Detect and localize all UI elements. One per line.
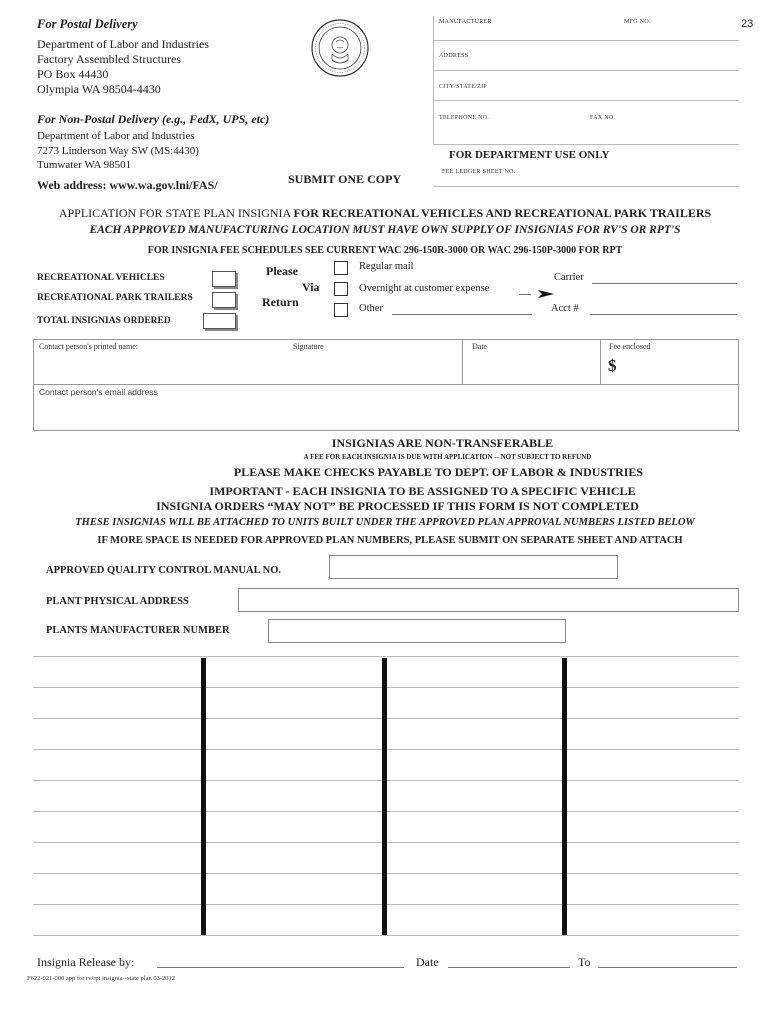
manufacturer-label: MANUFACTURER: [439, 19, 492, 25]
total-quantity-field[interactable]: [203, 313, 236, 329]
nonpostal-line: Tumwater WA 98501: [37, 159, 132, 171]
telephone-label: TELEPHONE NO.: [439, 115, 490, 121]
postal-line: Factory Assembled Structures: [37, 52, 181, 66]
more-space-notice: IF MORE SPACE IS NEEDED FOR APPROVED PLAN NUMBERS, PLEASE SUBMIT ON SEPARATE SHEET AND ATTACH: [97, 535, 683, 546]
dollar-sign: $: [608, 356, 617, 375]
fee-enclosed-field[interactable]: [625, 354, 737, 382]
physical-address-label: PLANT PHYSICAL ADDRESS: [46, 596, 189, 607]
printed-name-label: Contact person's printed name:: [39, 342, 138, 351]
qc-manual-label: APPROVED QUALITY CONTROL MANUAL NO.: [46, 565, 281, 576]
city-state-zip-field[interactable]: [434, 90, 738, 108]
web-address: Web address: www.wa.gov.lni/FAS/: [37, 178, 218, 192]
supply-notice: EACH APPROVED MANUFACTURING LOCATION MUST HAVE OWN SUPPLY OF INSIGNIAS FOR RV'S OR RPT'S: [89, 224, 681, 236]
acct-field[interactable]: [590, 314, 737, 315]
release-to-label: To: [578, 955, 591, 969]
arrow-right-icon: [538, 286, 554, 304]
fee-ledger-label: FEE LEDGER SHEET NO.: [442, 169, 516, 175]
email-label: Contact person's email address: [39, 387, 158, 397]
release-date-field[interactable]: [448, 967, 570, 968]
carrier-field[interactable]: [592, 283, 737, 284]
address-label: ADDRESS: [439, 53, 469, 59]
state-seal: [310, 18, 370, 78]
form-title-bold: FOR RECREATIONAL VEHICLES AND RECREATIONAL PARK TRAILERS: [293, 206, 712, 220]
release-date-label: Date: [416, 955, 439, 969]
form-id: F622-021-000 app for rv/rpt insignia--state plan 03-2012: [27, 975, 176, 982]
fee-enclosed-label: Fee enclosed: [609, 342, 651, 351]
regular-mail-label: Regular mail: [359, 261, 414, 272]
fee-schedule-notice: FOR INSIGNIA FEE SCHEDULES SEE CURRENT WAC 296-150R-3000 OR WAC 296-150P-3000 FOR RPT: [147, 245, 623, 256]
postal-line: PO Box 44430: [37, 67, 109, 81]
acct-label: Acct #: [551, 303, 579, 314]
postal-line: Department of Labor and Industries: [37, 37, 209, 51]
overnight-label: Overnight at customer expense: [359, 283, 490, 294]
signature-field[interactable]: [290, 352, 460, 382]
fee-due-notice: A FEE FOR EACH INSIGNIA IS DUE WITH APPLICATION -- NOT SUBJECT TO REFUND: [303, 453, 592, 461]
overnight-checkbox[interactable]: [334, 282, 348, 296]
grid-divider: [562, 658, 567, 935]
rv-quantity-field[interactable]: [212, 271, 236, 287]
date-label: Date: [472, 342, 488, 351]
submit-copy: SUBMIT ONE COPY: [288, 172, 402, 186]
mfg-no-label: MFG NO.: [624, 19, 651, 25]
form-title-plain: APPLICATION FOR STATE PLAN INSIGNIA: [58, 206, 294, 220]
fax-label: FAX NO.: [590, 115, 616, 121]
postal-heading: For Postal Delivery: [37, 17, 138, 31]
mfr-number-field[interactable]: [268, 619, 566, 643]
mfr-number-label: PLANTS MANUFACTURER NUMBER: [46, 625, 230, 636]
nonpostal-line: 7273 Linderson Way SW (MS:4430): [37, 144, 199, 157]
non-transferable-notice: INSIGNIAS ARE NON-TRANSFERABLE: [331, 436, 554, 450]
release-field[interactable]: [157, 967, 404, 968]
regular-mail-checkbox[interactable]: [334, 261, 348, 275]
please-label: Please: [266, 264, 298, 278]
important-notice-1: IMPORTANT - EACH INSIGNIA TO BE ASSIGNED TO A SPECIFIC VEHICLE: [209, 484, 636, 498]
dept-use-heading: FOR DEPARTMENT USE ONLY: [449, 149, 610, 161]
attached-notice: THESE INSIGNIAS WILL BE ATTACHED TO UNITS BUILT UNDER THE APPROVED PLAN APPROVAL NUMBERS LISTED BELOW: [75, 517, 695, 528]
email-field[interactable]: [34, 398, 738, 429]
total-label: TOTAL INSIGNIAS ORDERED: [37, 316, 171, 326]
grid-divider: [382, 658, 387, 935]
rpt-quantity-field[interactable]: [212, 292, 236, 308]
date-field[interactable]: [464, 352, 598, 382]
via-label: Via: [302, 280, 320, 294]
other-field[interactable]: [392, 314, 532, 315]
nonpostal-address: [37, 129, 199, 173]
rv-label: RECREATIONAL VEHICLES: [37, 273, 165, 283]
other-label: Other: [359, 303, 383, 314]
signature-label: Signature: [293, 342, 324, 351]
address-field[interactable]: [434, 60, 738, 78]
nonpostal-heading: For Non-Postal Delivery (e.g., FedX, UPS, etc): [37, 112, 270, 126]
nonpostal-line: Department of Labor and Industries: [37, 130, 195, 142]
carrier-label: Carrier: [554, 272, 584, 283]
other-checkbox[interactable]: [334, 303, 348, 317]
release-label: Insignia Release by:: [37, 955, 135, 969]
qc-manual-field[interactable]: [329, 555, 618, 579]
page-number: 23: [741, 18, 754, 30]
printed-name-field[interactable]: [34, 352, 284, 382]
plan-numbers-grid[interactable]: [33, 656, 739, 936]
return-label: Return: [262, 295, 299, 309]
form-title: [20, 206, 750, 221]
rpt-label: RECREATIONAL PARK TRAILERS: [37, 293, 193, 303]
release-to-field[interactable]: [598, 967, 737, 968]
grid-divider: [201, 658, 206, 935]
manufacturer-field[interactable]: [434, 27, 738, 44]
postal-line: Olympia WA 98504-4430: [37, 82, 161, 96]
checks-payable-notice: PLEASE MAKE CHECKS PAYABLE TO DEPT. OF LABOR & INDUSTRIES: [233, 465, 644, 479]
telephone-field[interactable]: [434, 121, 738, 141]
physical-address-field[interactable]: [238, 588, 739, 612]
important-notice-2: INSIGNIA ORDERS “MAY NOT” BE PROCESSED IF THIS FORM IS NOT COMPLETED: [156, 499, 639, 513]
city-state-zip-label: CITY/STATE/ZIP: [439, 84, 488, 90]
postal-address: [37, 37, 209, 97]
